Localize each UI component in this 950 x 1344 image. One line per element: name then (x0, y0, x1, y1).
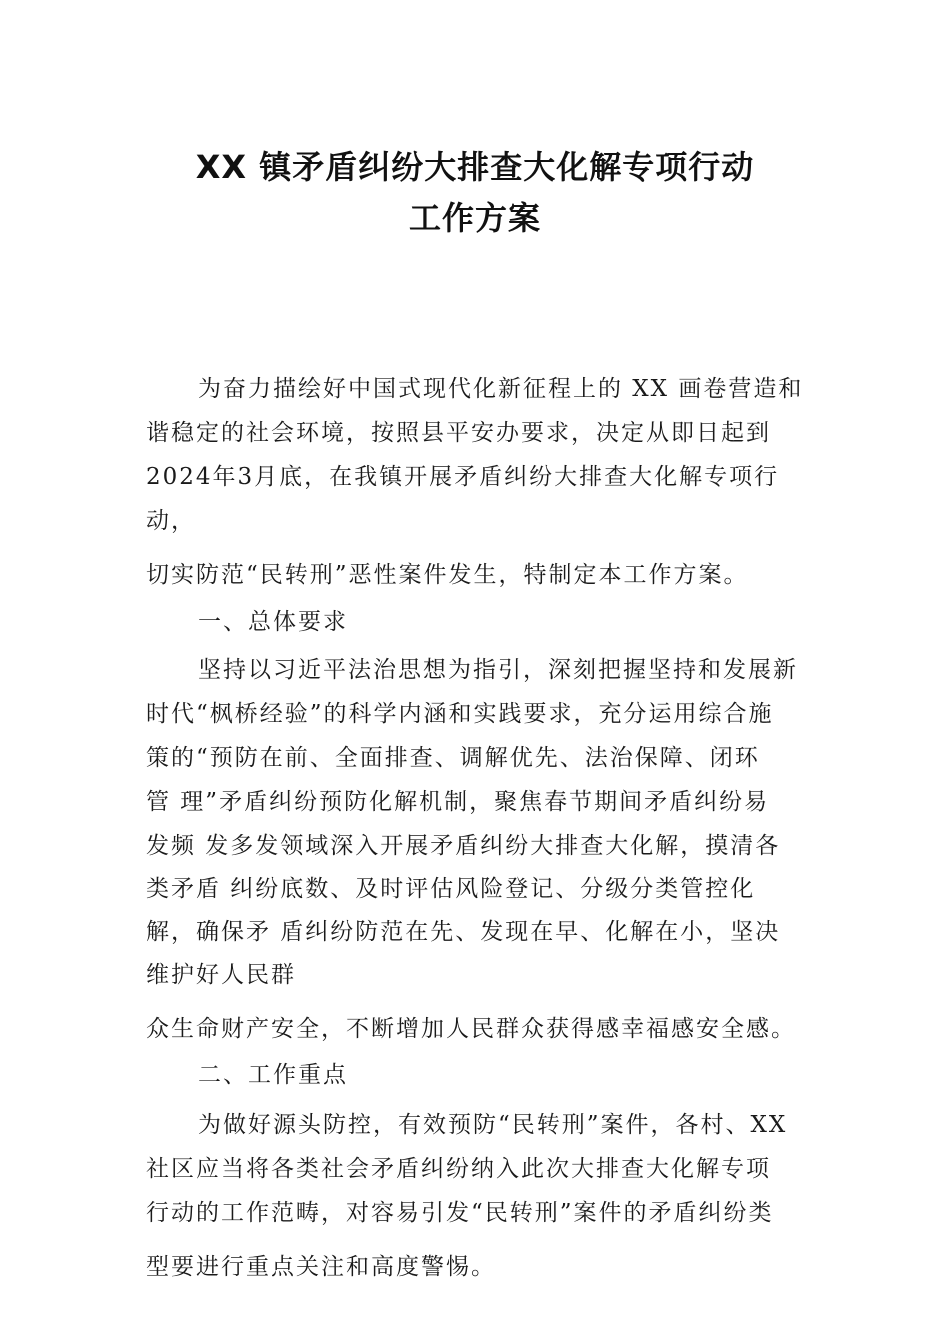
body-line: 社区应当将各类社会矛盾纠纷纳入此次大排查大化解专项 (146, 1156, 771, 1182)
body-line: 坚持以习近平法治思想为指引，深刻把握坚持和发展新 (198, 657, 798, 683)
section-heading: 二、工作重点 (198, 1062, 348, 1088)
document-title-line-2: 工作方案 (408, 199, 541, 237)
body-line: 行动的工作范畴，对容易引发“民转刑”案件的矛盾纠纷类 (146, 1200, 774, 1226)
body-line: 解，确保矛 盾纠纷防范在先、发现在早、化解在小，坚决 (146, 919, 781, 945)
body-line: 众生命财产安全，不断增加人民群众获得感幸福感安全感。 (146, 1016, 796, 1042)
body-line: 为做好源头防控，有效预防“民转刑”案件，各村、XX (198, 1112, 788, 1138)
body-line: 切实防范“民转刑”恶性案件发生，特制定本工作方案。 (146, 562, 749, 588)
body-line: 时代“枫桥经验”的科学内涵和实践要求，充分运用综合施 (146, 701, 774, 727)
body-line: 策的“预防在前、全面排查、调解优先、法治保障、闭环 (146, 745, 760, 771)
document-title-line-1: XX 镇矛盾纠纷大排查大化解专项行动 (195, 148, 755, 186)
body-line: 管 理”矛盾纠纷预防化解机制，聚焦春节期间矛盾纠纷易 (146, 789, 770, 815)
body-line: 谐稳定的社会环境，按照县平安办要求，决定从即日起到 (146, 420, 771, 446)
body-line: 维护好人民群 (146, 962, 296, 988)
body-line: 发频 发多发领域深入开展矛盾纠纷大排查大化解，摸清各 (146, 833, 781, 859)
body-line: 动， (146, 508, 196, 534)
body-line: 型要进行重点关注和高度警惕。 (146, 1254, 496, 1280)
body-line: 类矛盾 纠纷底数、及时评估风险登记、分级分类管控化 (146, 876, 756, 902)
section-heading: 一、总体要求 (198, 609, 348, 635)
body-line: 为奋力描绘好中国式现代化新征程上的 XX 画卷营造和 (198, 376, 804, 402)
body-line: 2024年3月底，在我镇开展矛盾纠纷大排查大化解专项行 (146, 464, 780, 490)
